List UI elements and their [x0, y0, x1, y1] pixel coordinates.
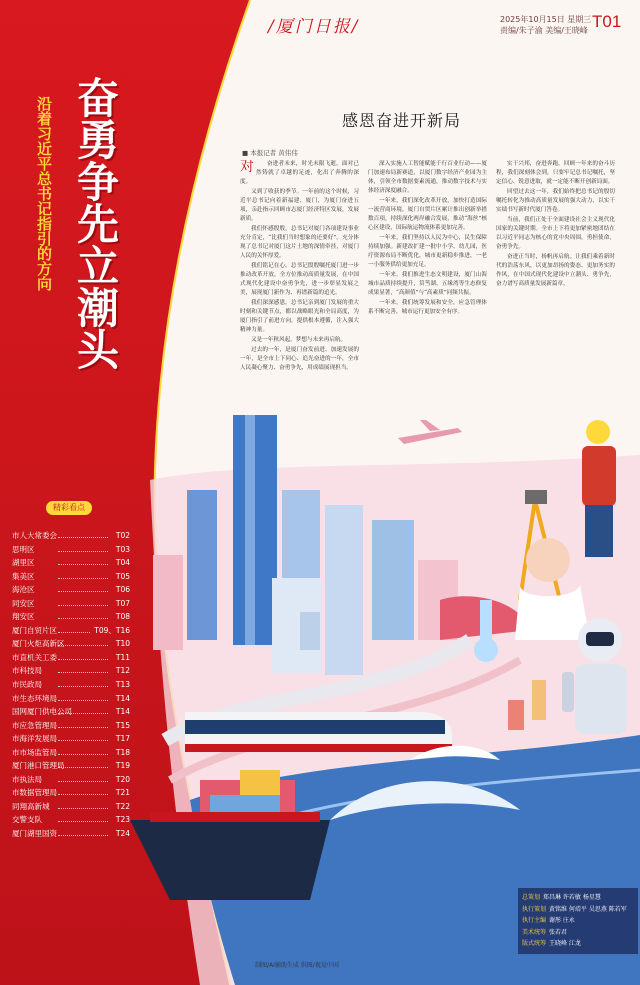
credit-row: 总策划 郑昌琳 许若敏 杨星慧	[522, 894, 601, 901]
toc-item[interactable]: 集美区 T05	[12, 571, 130, 581]
article-paragraph: 过去的一年，是厦门奋发前进、加速发展的一年，是全市上下同心、追光奋进的一年，全市人民凝心聚力、奋勇争先，用成绩展现担当。	[240, 347, 359, 371]
toc-item[interactable]: 厦门火炬高新区 T10	[12, 639, 130, 649]
vertical-title: 奋勇争先立潮头	[71, 76, 120, 370]
credits-box	[518, 888, 638, 954]
toc-item[interactable]: 厦门湖里国资 T24	[12, 829, 130, 839]
article-paragraph: 一年来，我们坚持以人民为中心，民生保障持续加强。新建改扩建一批中小学、幼儿园，医疗资源布局不断优化，城市更新稳步推进，一老一小服务供给更加充足。	[368, 235, 487, 268]
toc-item[interactable]: 同安区 T07	[12, 598, 130, 608]
toc-item[interactable]: 市应急管理局 T15	[12, 720, 130, 730]
date-line: 2025年10月15日 星期三	[500, 15, 592, 24]
toc-item[interactable]: 厦门自贸片区 T09、T16	[12, 625, 130, 635]
toc-item[interactable]: 市民政局 T13	[12, 680, 130, 690]
article-paragraph: 我们深深感恩。总书记亲到厦门发展的重大时刻和关键节点，都以战略眼光和全局高度，为厦门指引了前进方向，提供根本遵循，注入强大精神力量。	[240, 300, 359, 333]
drop-cap: 对	[240, 160, 254, 175]
article-paragraph: 又是一年秋风起，梦想与未来再启航。	[251, 337, 347, 343]
toc-item[interactable]: 厦门港口管理局 T19	[12, 761, 130, 771]
toc-item[interactable]: 市海洋发展局 T17	[12, 734, 130, 744]
article-paragraph: 回望过去这一年，我们始终把总书记的殷切嘱托转化为推动高质量发展的强大动力，以实干实绩书写新时代厦门答卷。	[496, 189, 615, 213]
page-number: T01	[592, 12, 622, 31]
article-headline: 感恩奋进开新局	[342, 111, 462, 130]
editors-line: 责编/朱子渝 美编/王晓峰	[500, 26, 588, 35]
toc-item[interactable]: 市科技局 T12	[12, 666, 130, 676]
article-column-3	[496, 160, 615, 370]
article-paragraph: 我们铭记在心。总书记殷殷嘱托厦门进一步推动改革开放，全方位推动高质量发展，在中国式现代化建设中奋勇争先，进一步彰显发展之美，展现厦门新作为、再谱新篇的追光。	[240, 263, 359, 296]
issue-meta	[500, 14, 591, 36]
article-paragraph: 我们怀感殷殷，总书记对厦门各项建设事业充分肯定，“比我们当时想象的还要好”。充分体现了总书记对厦门这片土地的深情牵挂，对厦门人民的关怀厚爱。	[240, 226, 359, 259]
toc-item[interactable]: 交警支队 T23	[12, 815, 130, 825]
article-byline: ■ 本报记者 黄伟伟	[242, 149, 298, 157]
toc-item[interactable]: 市生态环境局 T14	[12, 693, 130, 703]
article-paragraph: 奋进者未来，时光未限飞逝。面对已然铸就了卓越的足迹，化出了奔腾的深度。	[240, 161, 359, 185]
toc-item[interactable]: 国网厦门供电公司 T14	[12, 707, 130, 717]
toc-item[interactable]: 市直机关工委 T11	[12, 652, 130, 662]
masthead: /厦门日报/	[268, 17, 360, 37]
credit-row: 版式统筹 王晓峰 江龙	[522, 940, 581, 947]
credit-row: 执行策划 黄铭维 何靖平 吴思燕 陈若军	[522, 905, 627, 913]
article-paragraph: 一年来，我们深化改革开放，加快打造国际一流营商环境。厦门自贸片区累计推出创新举措数百项，持续深化两岸融合发展，推动“海丝”核心区建设，国际航运物流体系更加完善。	[368, 198, 487, 231]
toc-item[interactable]: 同翔高新城 T22	[12, 801, 130, 811]
image-credit: 制图/AI辅助生成 供图/视觉中国	[255, 962, 339, 969]
article-column-2	[368, 160, 487, 505]
toc-item[interactable]: 市数据管理局 T21	[12, 788, 130, 798]
highlights-tag: 精彩看点	[46, 501, 92, 515]
toc-item[interactable]: 思明区 T03	[12, 544, 130, 554]
train-illustration	[185, 712, 452, 752]
toc-item[interactable]: 翔安区 T08	[12, 612, 130, 622]
vertical-slogan: 沿着习近平总书记指引的方向	[35, 96, 53, 291]
toc-item[interactable]: 市执法局 T20	[12, 774, 130, 784]
toc-item[interactable]: 市市场监管局 T18	[12, 747, 130, 757]
article-paragraph: 深入实施人工智能赋能千行百业行动——厦门加速布局新赛道，以厦门数字经济产业园为主体，引领全市数据要素流通，推动数字技术与实体经济深度融合。	[368, 161, 487, 194]
credit-row: 美术统筹 张若君	[522, 928, 568, 936]
credit-row: 执行主编 谢彤 庄永	[522, 917, 575, 924]
toc-item[interactable]: 湖里区 T04	[12, 558, 130, 568]
article-paragraph: 一年来，我们统筹发展和安全，应急管理体系不断完善，城市运行更加安全有序。	[368, 300, 487, 315]
article-paragraph: 奋进正当时，扬帆再启航。让我们乘着新时代的浩荡东风，以更加昂扬的姿态、更加务实的作风，在中国式现代化建设中立潮头、勇争先，奋力谱写高质量发展新篇章。	[496, 254, 615, 287]
toc-item[interactable]: 市人大常委会 T02	[12, 531, 130, 540]
article-paragraph: 一年来，我们推进生态文明建设，厦门山海城市品质持续提升，筼筜湖、五缘湾等生态修复成果显著，“高颜值”与“高素质”同频共振。	[368, 272, 487, 296]
article-paragraph: 又到了收获的季节。一年前的这个时候，习近平总书记向着新福建、厦门，为厦门奋进五项，亲赴指示回顾市志厦门经济特区发展，发展新质。	[240, 189, 359, 222]
article-paragraph: 实干兴邦，奋进奔跑。回顾一年来的奋斗历程，我们深刻体会到，只要牢记总书记嘱托，坚定信心、锐意进取，就一定能不断开创新局面。	[496, 161, 615, 185]
table-of-contents	[12, 529, 130, 841]
article-column-1	[240, 160, 359, 505]
article-paragraph: 当前，我们正处于全面建设社会主义现代化国家的关键时期。全市上下将更加紧密地团结在以习近平同志为核心的党中央周围，勇担使命，奋勇争先。	[496, 217, 615, 250]
toc-item[interactable]: 海沧区 T06	[12, 585, 130, 595]
